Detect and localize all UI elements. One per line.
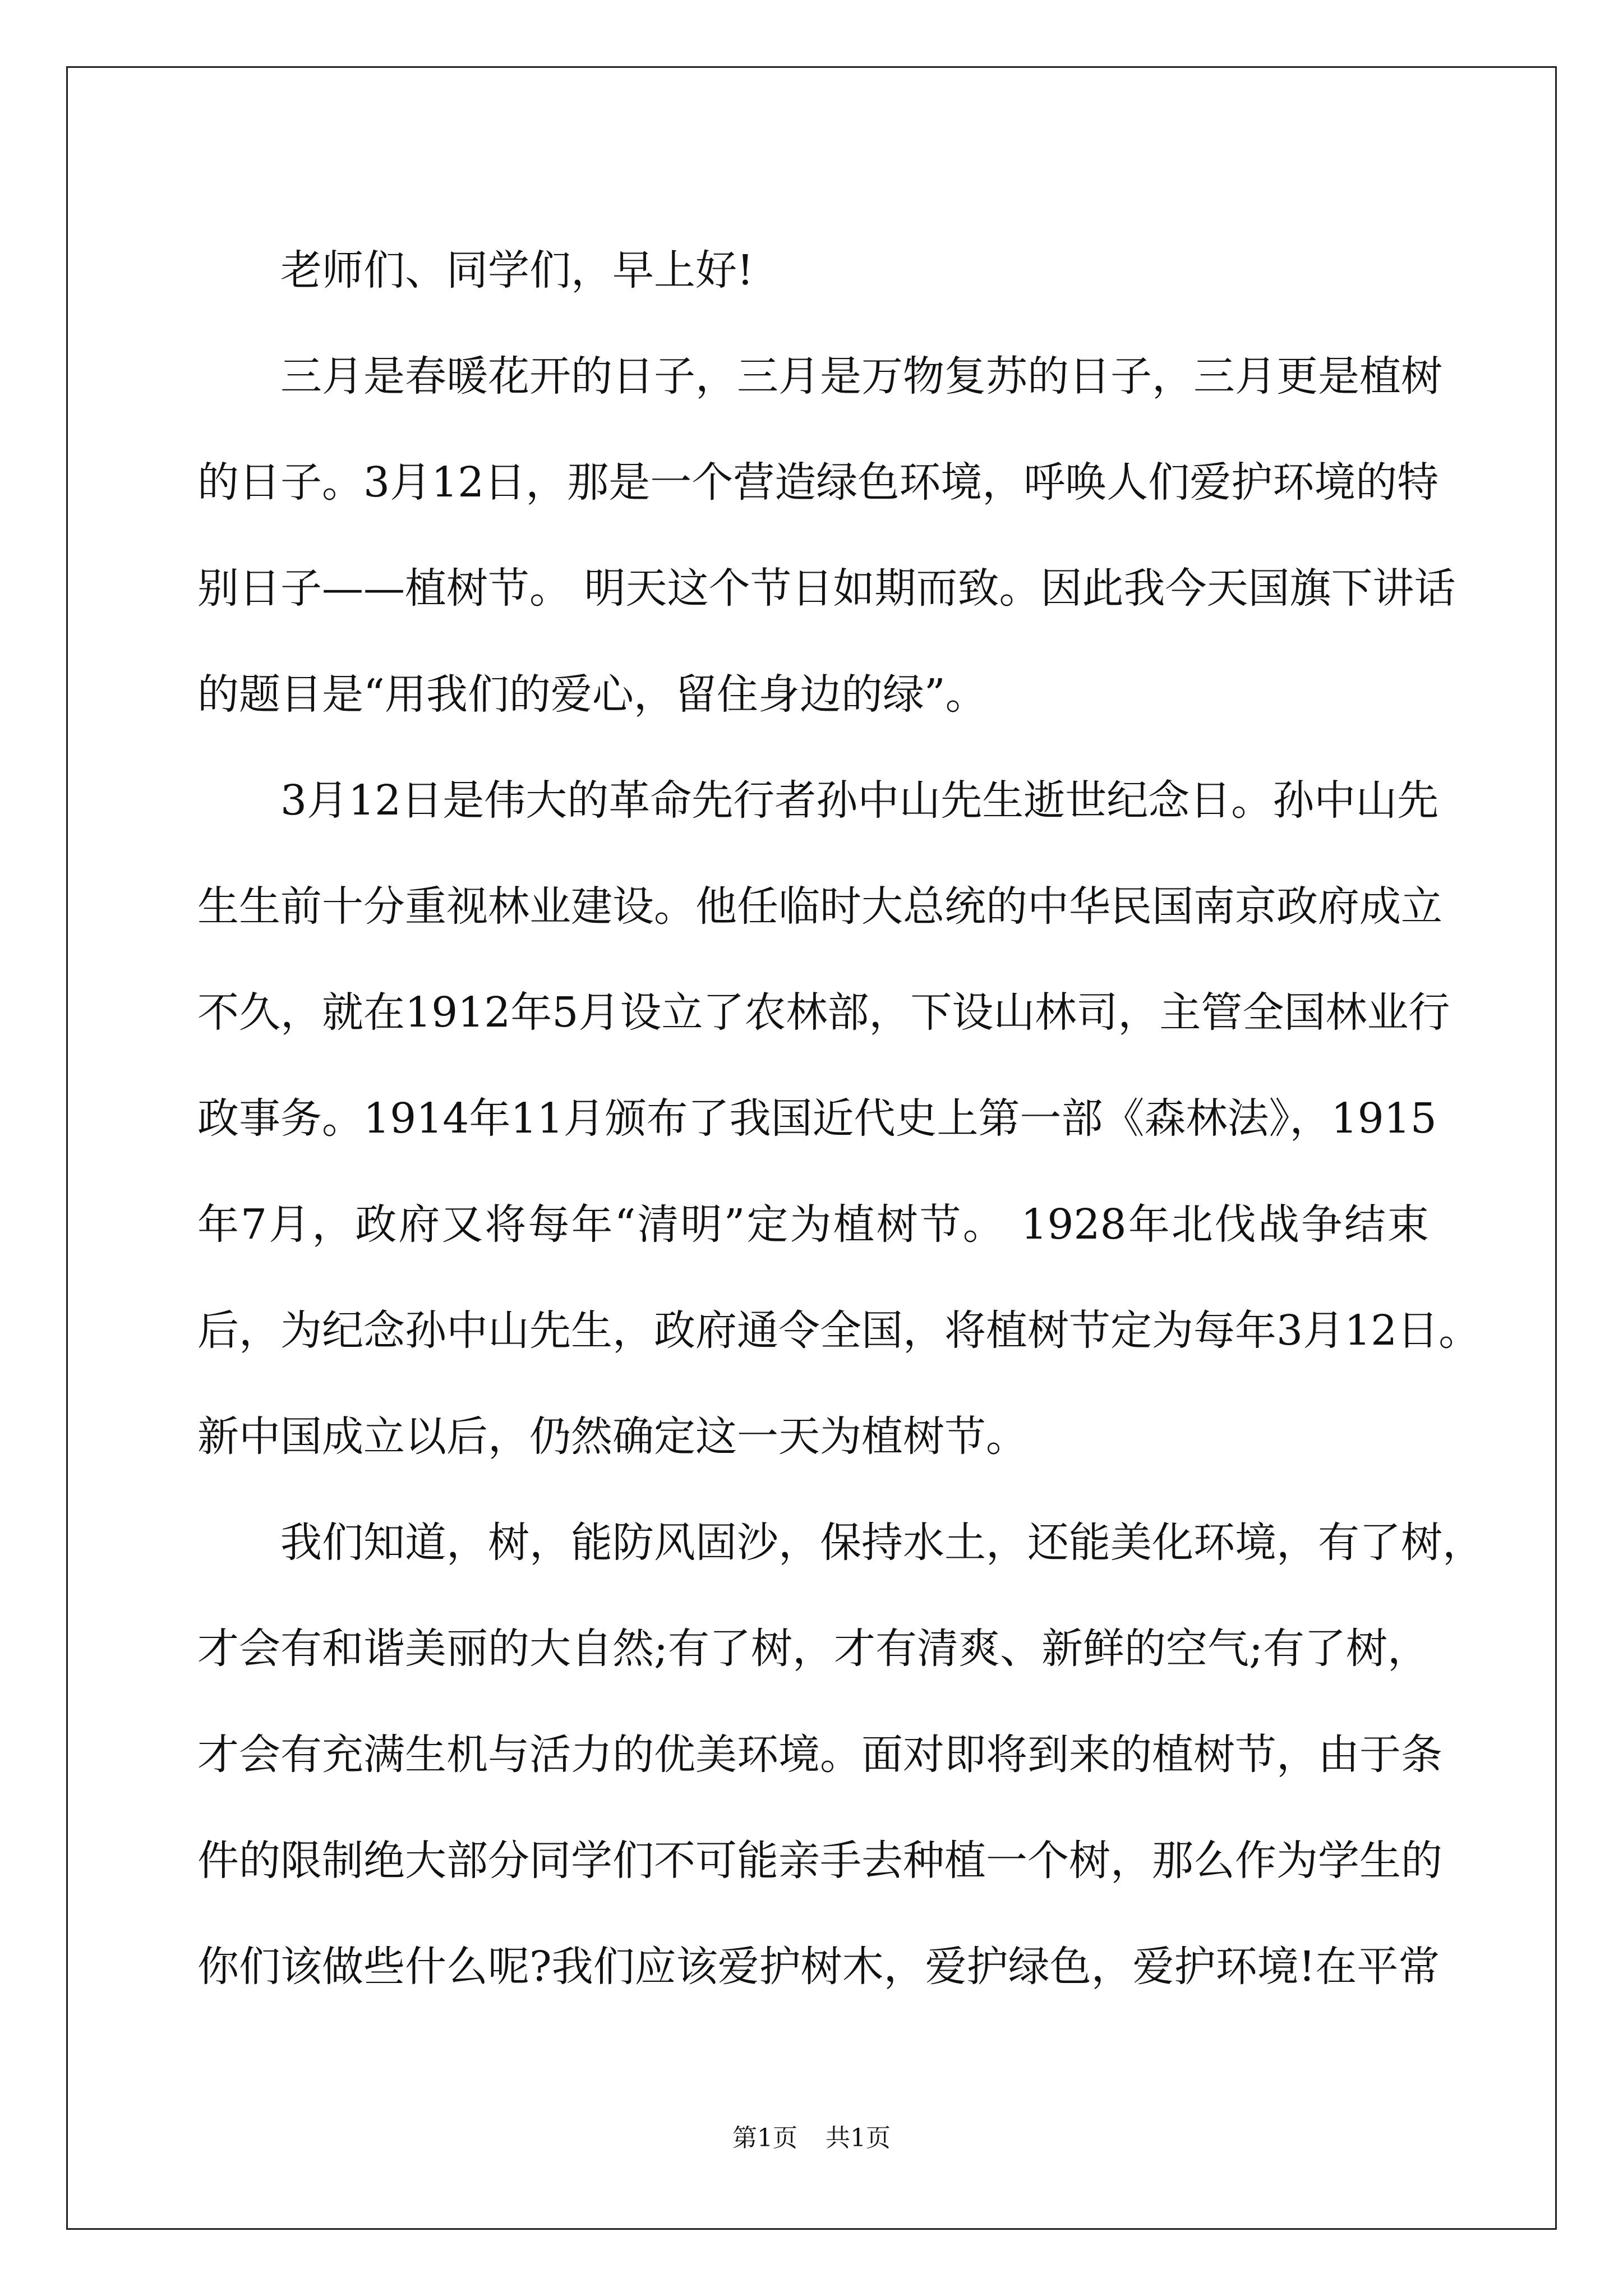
page-number-total: 共1页 — [826, 2124, 891, 2152]
text-line: 3月12日是伟大的革命先行者孙中山先生逝世纪念日。孙中山先 — [280, 776, 1439, 825]
text-line: 才会有和谐美丽的大自然;有了树，才有清爽、新鲜的空气;有了树， — [197, 1625, 1429, 1673]
text-line: 我们知道，树，能防风固沙，保持水土，还能美化环境，有了树， — [280, 1519, 1484, 1567]
document-body — [197, 208, 1484, 2020]
page-number-current: 第1页 — [732, 2124, 797, 2152]
text-line: 件的限制绝大部分同学们不可能亲手去种植一个树，那么作为学生的 — [197, 1837, 1442, 1885]
text-line: 你们该做些什么呢?我们应该爱护树木，爱护绿色，爱护环境!在平常 — [197, 1943, 1440, 1991]
text-line: 不久，就在1912年5月设立了农林部，下设山林司，主管全国林业行 — [197, 988, 1450, 1037]
text-line: 才会有充满生机与活力的优美环境。面对即将到来的植树节，由于条 — [197, 1731, 1442, 1779]
text-line: 政事务。1914年11月颁布了我国近代史上第一部《森林法》，1915 — [197, 1094, 1437, 1143]
greeting-line: 老师们、同学们，早上好! — [280, 246, 754, 295]
text-line: 的日子。3月12日，那是一个营造绿色环境，呼唤人们爱护环境的特 — [197, 458, 1439, 507]
text-line: 的题目是“用我们的爱心，留住身边的绿”。 — [197, 670, 987, 719]
text-line: 新中国成立以后，仍然确定这一天为植树节。 — [197, 1412, 1027, 1461]
text-line: 生生前十分重视林业建设。他任临时大总统的中华民国南京政府成立 — [197, 882, 1442, 931]
text-line: 三月是春暖花开的日子，三月是万物复苏的日子，三月更是植树 — [280, 352, 1442, 401]
text-line: 别日子——植树节。 明天这个节日如期而致。因此我今天国旗下讲话 — [197, 564, 1456, 613]
text-line: 年7月，政府又将每年“清明”定为植树节。 1928年北伐战争结束 — [197, 1200, 1429, 1249]
page-footer — [0, 2122, 1623, 2155]
text-line: 后，为纪念孙中山先生，政府通令全国，将植树节定为每年3月12日。 — [197, 1306, 1481, 1355]
